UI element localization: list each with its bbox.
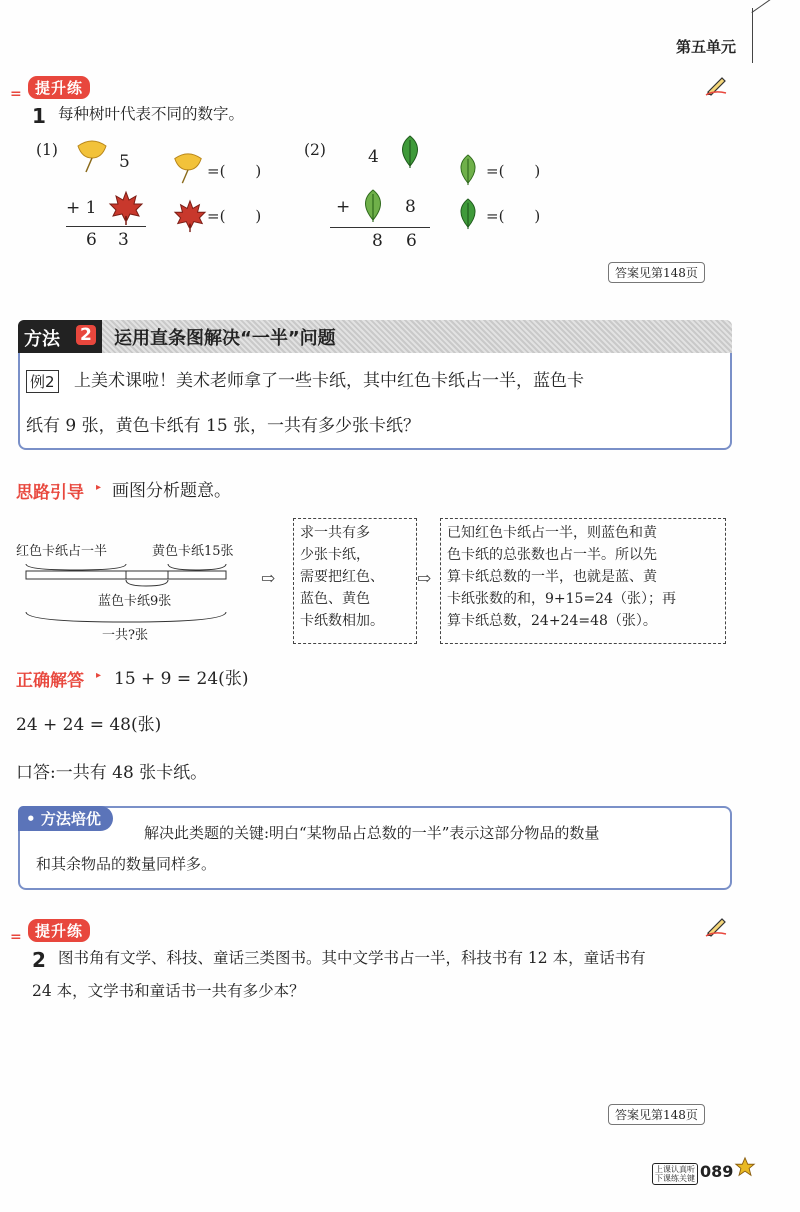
part1-blank-2[interactable]: =( ): [207, 207, 262, 225]
part2-mid: +: [336, 197, 351, 217]
footer-slogan-line-1: 上课认真听: [655, 1165, 695, 1174]
footer-slogan: [652, 1163, 698, 1185]
total-label: 一共?张: [102, 628, 148, 643]
reason-box-1-line: 卡纸数相加。: [300, 613, 384, 629]
reason-box-2-line: 色卡纸的总张数也占一半。所以先: [447, 547, 657, 563]
green-leaf-icon: [393, 134, 427, 174]
solution-line-2: 24 + 24 = 48(张): [16, 715, 162, 735]
bar-diagram: [16, 538, 276, 648]
question-2-line-2: 24 本，文学书和童话书一共有多少本？: [32, 982, 305, 1000]
reason-box-1-line: 少张卡纸，: [300, 547, 370, 563]
solution-arrow-icon: ▸: [96, 670, 102, 681]
question-number-2: 2: [32, 948, 46, 972]
arrow-icon: ⇨: [417, 569, 432, 589]
yellow-label: 黄色卡纸15张: [152, 544, 234, 559]
part1-mid: + 1: [66, 198, 97, 218]
part2-result-ones: 6: [406, 231, 417, 251]
answer-reference-2: 答案见第148页: [608, 1104, 705, 1125]
arrow-icon: ⇨: [261, 569, 276, 589]
pencil-icon: [704, 74, 728, 100]
blue-label: 蓝色卡纸9张: [98, 594, 172, 609]
part1-result-ones: 3: [118, 230, 129, 250]
practice-badge-2: 提升练: [28, 919, 90, 942]
example-line-2: 纸有 9 张，黄色卡纸有 15 张，一共有多少张卡纸？: [26, 416, 421, 436]
ginkgo-leaf-icon: [171, 150, 205, 190]
solution-line-3: 口答:一共有 48 张卡纸。: [16, 763, 208, 783]
part2-top-digit: 4: [368, 147, 379, 167]
example-tag: 例2: [26, 370, 59, 393]
reason-box-1: [293, 518, 417, 644]
footer-slogan-line-2: 下课练关键: [655, 1174, 695, 1183]
ginkgo-leaf-icon: [74, 138, 110, 178]
reason-box-1-line: 蓝色、黄色: [300, 591, 370, 607]
corner-line: [752, 8, 753, 63]
tip-tag-label: 方法培优: [40, 810, 101, 828]
part1-result-tens: 6: [86, 230, 97, 250]
part2-blank-1[interactable]: =( ): [486, 162, 541, 180]
thinking-text: 画图分析题意。: [112, 481, 231, 501]
corner-diag: [745, 0, 785, 13]
page-number: 089: [700, 1162, 734, 1181]
method-tag-label: 方法: [24, 329, 60, 350]
reason-box-2-line: 已知红色卡纸占一半，则蓝色和黄: [447, 525, 657, 541]
thinking-label: 思路引导: [16, 483, 84, 503]
star-icon: [734, 1156, 756, 1182]
question-text-1: 每种树叶代表不同的数字。: [58, 105, 245, 123]
tip-line-1: 解决此类题的关键:明白“某物品占总数的一半”表示这部分物品的数量: [144, 824, 600, 842]
part1-top-digit: 5: [119, 152, 130, 172]
pencil-icon: [704, 915, 728, 941]
reason-box-1-line: 求一共有多: [300, 525, 370, 541]
reason-box-2-line: 算卡纸总数的一半，也就是蓝、黄: [447, 569, 657, 585]
answer-reference-1: 答案见第148页: [608, 262, 705, 283]
green-leaf-icon: [452, 196, 484, 236]
practice-badge-1: 提升练: [28, 76, 90, 99]
method-number: 2: [76, 325, 96, 345]
part2-mid-digit: 8: [405, 197, 416, 217]
reason-box-2-line: 卡纸张数的和，9+15=24（张）；再: [447, 591, 676, 607]
question-number-1: 1: [32, 104, 46, 128]
tip-bullet-icon: •: [26, 810, 36, 828]
solution-line-1: 15 + 9 = 24(张): [114, 669, 249, 689]
green-leaf-icon: [452, 152, 484, 192]
solution-label: 正确解答: [16, 671, 84, 691]
method-tag: [18, 320, 102, 353]
maple-leaf-icon: [108, 190, 144, 230]
part2-line: [330, 227, 430, 228]
green-leaf-icon: [356, 184, 390, 232]
tip-line-2: 和其余物品的数量同样多。: [36, 855, 217, 873]
badge-deco: =: [10, 929, 22, 945]
badge-deco: =: [10, 86, 22, 102]
tip-tag: [18, 806, 113, 831]
part2-result-tens: 8: [372, 231, 383, 251]
thinking-arrow-icon: ▸: [96, 482, 102, 493]
part2-blank-2[interactable]: =( ): [486, 207, 541, 225]
unit-title: 第五单元: [676, 38, 737, 56]
maple-leaf-icon: [173, 198, 207, 238]
part2-label: (2): [304, 141, 326, 159]
example-line-1: 上美术课啦！美术老师拿了一些卡纸，其中红色卡纸占一半，蓝色卡: [74, 371, 584, 391]
red-label: 红色卡纸占一半: [16, 544, 108, 559]
reason-box-2: [440, 518, 726, 644]
method-title: 运用直条图解决“一半”问题: [114, 328, 336, 349]
part1-blank-1[interactable]: =( ): [207, 162, 262, 180]
reason-box-2-line: 算卡纸总数，24+24=48（张）。: [447, 613, 657, 629]
reason-box-1-line: 需要把红色、: [300, 569, 384, 585]
part1-label: (1): [36, 141, 58, 159]
question-2-line-1: 图书角有文学、科技、童话三类图书。其中文学书占一半，科技书有 12 本，童话书有: [58, 949, 646, 967]
part1-line: [66, 226, 146, 227]
